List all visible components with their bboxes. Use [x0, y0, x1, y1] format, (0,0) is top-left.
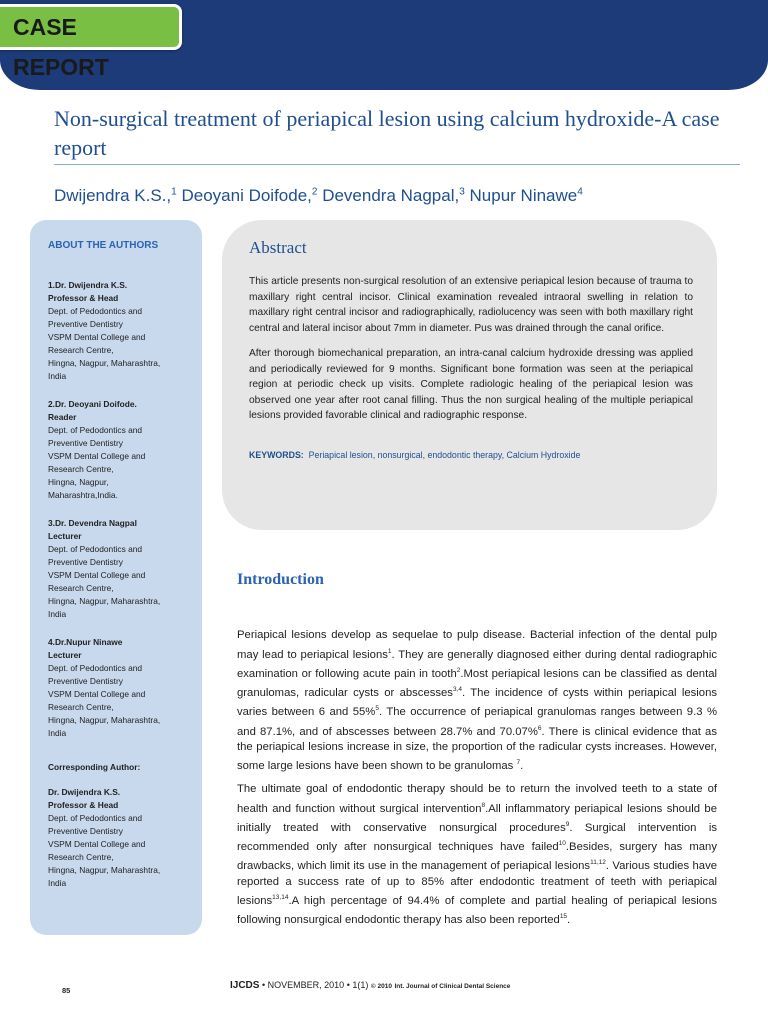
author-affiliation: 4 [577, 186, 583, 198]
paragraph-text: The ultimate goal of endodontic therapy should be to return the involved teeth to a state of health and function without surgical intervention [237, 783, 717, 815]
affiliation-line: India [48, 728, 67, 738]
author-line [54, 186, 583, 206]
footer-bullet: • [261, 980, 266, 990]
affiliation-line: Preventive Dentistry [48, 438, 123, 448]
affiliation-line: VSPM Dental College and [48, 451, 146, 461]
citation-ref: 6 [537, 724, 542, 732]
keywords-list: Periapical lesion, nonsurgical, endodontic therapy, Calcium Hydroxide [308, 449, 581, 460]
affiliation-line: India [48, 371, 67, 381]
author-entry-name: Dr. Dwijendra K.S. [48, 787, 121, 797]
affiliation-line: Dept. of Pedodontics and [48, 663, 143, 673]
case-report-badge: CASE REPORT [0, 4, 182, 50]
introduction-paragraph [237, 782, 717, 929]
corresponding-author [48, 786, 194, 890]
paragraph-text: .A high percentage of 94.4% of complete and partial healing of periapical lesions following nonsurgical endodontic therapy has also been reported [237, 894, 717, 927]
author-entry [48, 636, 194, 740]
corresponding-author-label: Corresponding Author: [48, 762, 141, 772]
author-affiliation: 3 [459, 186, 465, 198]
affiliation-line: Hingna, Nagpur, Maharashtra, [48, 715, 161, 725]
affiliation-line: Hingna, Nagpur, Maharashtra, [48, 596, 161, 606]
article-title: Non-surgical treatment of periapical lesion using calcium hydroxide-A case report [54, 106, 720, 160]
journal-abbrev: IJCDS [230, 980, 260, 991]
citation-ref: 7 [516, 759, 521, 767]
affiliation-line: VSPM Dental College and [48, 839, 146, 849]
affiliation-line: Preventive Dentistry [48, 319, 123, 329]
author-entry-name: 1.Dr. Dwijendra K.S. [48, 280, 128, 290]
author-entry-role: Professor & Head [48, 293, 119, 303]
author-entry-name: 3.Dr. Devendra Nagpal [48, 518, 137, 528]
author-entry-role: Lecturer [48, 531, 82, 541]
paragraph-text: . They are generally diagnosed either during dental radiographic examination or following acute pain in tooth [237, 648, 717, 680]
citation-ref: 3,4 [452, 686, 463, 694]
title-divider [54, 164, 740, 165]
paragraph-text: . The incidence of cysts within periapical lesions varies between 6 and 55% [237, 686, 718, 719]
footer-bullet: • [346, 980, 350, 990]
issue-date: NOVEMBER, 2010 [267, 980, 345, 990]
affiliation-line: Dept. of Pedodontics and [48, 425, 143, 435]
abstract-paragraph: This article presents non-surgical resolution of an extensive periapical lesion because of trauma to maxillary right central incisor. Clinical examination revealed intraoral swelling in relation to maxillary right central incisor and radiographically, radiolucency was seen with both maxillary right central and lateral incisor about 7mm in diameter. Pus was drained through the canal orifice. [249, 276, 693, 334]
author-name: Deoyani Doifode, [181, 186, 312, 205]
citation-ref: 2 [456, 666, 461, 674]
paragraph-text: . [567, 914, 571, 927]
about-authors-sidebar [30, 220, 202, 935]
keywords [249, 450, 693, 460]
paragraph-text: .All inflammatory periapical lesions should be initially treated with conservative nonsurgical procedures [237, 802, 717, 834]
affiliation-line: Research Centre, [48, 702, 114, 712]
author-name: Nupur Ninawe [469, 186, 578, 205]
paragraph-text: .Most periapical lesions can be classified as dental granulomas, radicular cysts or abscesses [237, 667, 717, 699]
paragraph-text: . Various studies have reported a success rate of up to 85% after endodontic treatment of teeth with periapical lesions [237, 860, 717, 907]
paragraph-text: . Surgical intervention is recommended only after nonsurgical techniques have failed [237, 821, 717, 853]
introduction-heading: Introduction [237, 571, 324, 588]
affiliation-line: Dept. of Pedodontics and [48, 306, 143, 316]
affiliation-line: Dept. of Pedodontics and [48, 813, 143, 823]
introduction-paragraph [237, 628, 717, 775]
keywords-label: KEYWORDS: [249, 449, 304, 460]
paragraph-text: Periapical lesions develop as sequelae to pulp disease. Bacterial infection of the dental pulp may lead to periapical lesions [237, 629, 717, 661]
affiliation-line: VSPM Dental College and [48, 332, 146, 342]
citation-ref: 8 [481, 801, 486, 809]
volume-issue: 1(1) [352, 980, 369, 990]
citation-ref: 11,12 [590, 859, 606, 867]
citation-ref: 13,14 [272, 894, 289, 902]
affiliation-line: Hingna, Nagpur, Maharashtra, [48, 865, 161, 875]
affiliation-line: Maharashtra,India. [48, 490, 118, 500]
paragraph-text: . The occurrence of periapical granulomas ranges between 9.3 % and 87.1%, and of abscesses between 28.7% and 70.07% [237, 706, 717, 738]
author-affiliation: 2 [311, 186, 318, 198]
author-entry [48, 398, 194, 502]
citation-ref: 5 [375, 705, 379, 713]
author-entry-role: Reader [48, 412, 77, 422]
affiliation-line: Research Centre, [48, 852, 114, 862]
author-entry-name: 2.Dr. Deoyani Doifode. [48, 399, 137, 409]
abstract-heading: Abstract [249, 238, 307, 257]
author-affiliation: 1 [171, 186, 177, 198]
affiliation-line: VSPM Dental College and [48, 689, 146, 699]
author-entry [48, 279, 194, 383]
sidebar-heading: ABOUT THE AUTHORS [48, 240, 159, 251]
affiliation-line: Preventive Dentistry [48, 676, 123, 686]
paragraph-text: .Besides, surgery has many drawbacks, which limit its use in the management of periapical lesions [237, 840, 717, 873]
affiliation-line: Hingna, Nagpur, Maharashtra, [48, 358, 161, 368]
author-name: Dwijendra K.S., [54, 186, 172, 205]
affiliation-line: Dept. of Pedodontics and [48, 544, 143, 554]
affiliation-line: India [48, 609, 67, 619]
abstract-paragraph: After thorough biomechanical preparation, an intra-canal calcium hydroxide dressing was applied and periodically reviewed for 9 months. Significant bone formation was seen at the periapical region at periodic check up visits. Complete radiologic healing of the periapical lesion was observed one year after root canal filling. Thus the non surgical healing of the multiple periapical lesions provided favorable clinical and radiographic response. [249, 348, 693, 421]
affiliation-line: Preventive Dentistry [48, 557, 123, 567]
paragraph-text: . There is clinical evidence that as the periapical lesions increase in size, the proportion of the radicular cysts increases. However, some large lesions have been shown to be granulomas [237, 725, 717, 773]
abstract-box [222, 220, 717, 530]
author-entry-role: Lecturer [48, 650, 82, 660]
copyright: © 2010 [370, 983, 392, 990]
citation-ref: 1 [387, 647, 392, 655]
author-entry-role: Professor & Head [48, 800, 119, 810]
page-number: 85 [62, 986, 71, 995]
affiliation-line: Research Centre, [48, 583, 114, 593]
affiliation-line: India [48, 878, 67, 888]
affiliation-line: Hingna, Nagpur, [48, 477, 109, 487]
citation-ref: 9 [565, 820, 570, 828]
affiliation-line: Research Centre, [48, 345, 114, 355]
author-entry [48, 517, 194, 621]
affiliation-line: Research Centre, [48, 464, 114, 474]
author-entry-name: 4.Dr.Nupur Ninawe [48, 637, 123, 647]
journal-name: Int. Journal of Clinical Dental Science [394, 983, 511, 990]
affiliation-line: Preventive Dentistry [48, 826, 123, 836]
affiliation-line: VSPM Dental College and [48, 570, 146, 580]
paragraph-text: . [520, 760, 524, 773]
citation-ref: 10 [558, 840, 566, 848]
author-name: Devendra Nagpal, [322, 186, 460, 205]
journal-footer [230, 980, 510, 991]
citation-ref: 15 [559, 913, 568, 921]
